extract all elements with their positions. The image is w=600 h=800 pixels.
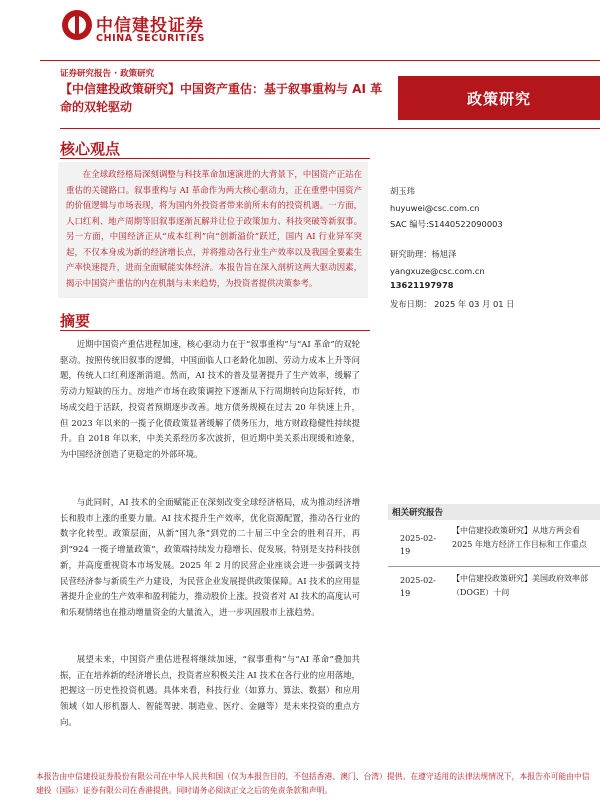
- abstract-paragraph-1: 近期中国资产重估进程加速，核心驱动力在于“叙事重构”与“AI 革命”的双轮驱动。按照传统旧叙事的逻辑，中国面临人口老龄化加剧、劳动力成本上升等问题，传统人口红利逐渐消退。然而，AI 技术的普及显著提升了生产效率，缓解了劳动力短缺的压力。房地产市场在政策调控下逐渐从下行周期转向边际好转，市场成交趋于活跃，投资者预期逐步改善。地方债务规模在过去 20 年快速上升，但 2023 年以来的一揽子化债政策显著缓解了债务压力，地方财政稳健性持续提升。自 2018 年以来，中美关系经历多次波折，但近期中美关系出现缓和迹象，为中国经济创造了更稳定的外部环境。: [60, 339, 360, 459]
- analyst-name: 胡玉玮: [390, 186, 415, 196]
- report-category: 证券研究报告 · 政策研究: [60, 69, 155, 79]
- related-date-1: 2025-02-19: [400, 534, 436, 556]
- related-link-2[interactable]: 【中信建投政策研究】美国政府效率部（DOGE）十问: [452, 574, 588, 597]
- related-reports-heading: 相关研究报告: [392, 508, 444, 518]
- assistant-phone: 13621197978: [390, 280, 454, 290]
- abstract-paragraph-2: 与此同时，AI 技术的全面赋能正在深刻改变全球经济格局，成为推动经济增长和股市上涨的重要力量。AI 技术提升生产效率，优化资源配置，推动各行业的数字化转型。政策层面，从新“国九条”到党的二十届三中全会的胜利召开，再到“924 一揽子增量政策”，政策端持续发力稳增长、促发展，特别是支持科技创新，并高度重视资本市场发展。2025 年 2 月的民营企业座谈会进一步强调支持民营经济参与新质生产力建设，为民营企业发展提供政策保障。AI 技术的应用显著提升企业的生产效率和盈利能力，推动股价上涨。投资者对 AI 技术的高度认可和乐观情绪也在推动增量资金的大量流入，进一步巩固股市上涨趋势。: [60, 497, 360, 617]
- related-divider: [388, 566, 600, 567]
- core-text: 在全球政经格局深刻调整与科技革命加速演进的大背景下，中国资产正站在重估的关键路口。叙事重构与 AI 革命作为两大核心驱动力，正在重塑中国资产的价值逻辑与市场表现，将为国内外投资者带来前所未有的投资机遇。一方面，人口红利、地产周期等旧叙事逐渐瓦解并让位于政策加力、科技突破等新叙事。另一方面，中国经济正从“成本红利”向“创新溢价”跃迁，国内 AI 行业异军突起，不仅本身成为新的经济增长点，并将推动各行业生产效率以及我国全要素生产率快速提升，进而全面赋能实体经济。本报告旨在深入剖析这两大驱动因素，揭示中国资产重估的内在机制与未来趋势，为投资者提供决策参考。: [66, 169, 362, 288]
- analyst-email[interactable]: huyuwei@csc.com.cn: [390, 203, 480, 213]
- abstract-heading-underline: [60, 330, 370, 331]
- section-banner: [398, 76, 600, 120]
- assistant-name: 研究助理：杨旭泽: [390, 249, 457, 259]
- related-reports-header: [388, 504, 600, 520]
- core-heading: 核心观点: [60, 140, 121, 158]
- related-link-1[interactable]: 【中信建投政策研究】从地方两会看 2025 年地方经济工作目标和工作重点: [452, 526, 587, 549]
- abstract-paragraph-3: 展望未来，中国资产重估进程将继续加速，“叙事重构”与“AI 革命”叠加共振，正在培养新的经济增长点，投资者应积极关注 AI 技术在各行业的应用落地，把握这一历史性投资机遇。具体来看，科技行业（如算力、算法、数据）和应用领域（如人形机器人、智能驾驶、制造业、医疗、金融等）是未来投资的重点方向。: [60, 654, 360, 727]
- section-banner-label: 政策研究: [466, 90, 531, 108]
- abstract-heading: 摘要: [60, 312, 91, 330]
- logo-name-cn: 中信建投证券: [96, 16, 204, 36]
- logo-mark-icon: [62, 10, 92, 40]
- assistant-email[interactable]: yangxuze@csc.com.cn: [390, 266, 485, 276]
- header-divider: [40, 60, 600, 61]
- footer-disclaimer: 本报告由中信建投证券股份有限公司在中华人民共和国（仅为本报告目的，不包括香港、澳门、台湾）提供。在遵守适用的法律法规情况下，本报告亦可能由中信建投（国际）证券有限公司在香港提供。同时请务必阅读正文之后的免责条款和声明。: [36, 772, 590, 795]
- related-date-2: 2025-02-19: [400, 576, 436, 598]
- company-logo: [62, 10, 222, 46]
- publish-date: 发布日期： 2025 年 03 月 01 日: [390, 299, 515, 309]
- analyst-sac: SAC 编号:S1440522090003: [390, 219, 503, 229]
- core-heading-underline: [60, 158, 370, 159]
- report-title: 【中信建投政策研究】中国资产重估：基于叙事重构与 AI 革命的双轮驱动: [60, 82, 383, 114]
- title-divider: [60, 128, 600, 129]
- logo-name-en: CHINA SECURITIES: [96, 33, 205, 44]
